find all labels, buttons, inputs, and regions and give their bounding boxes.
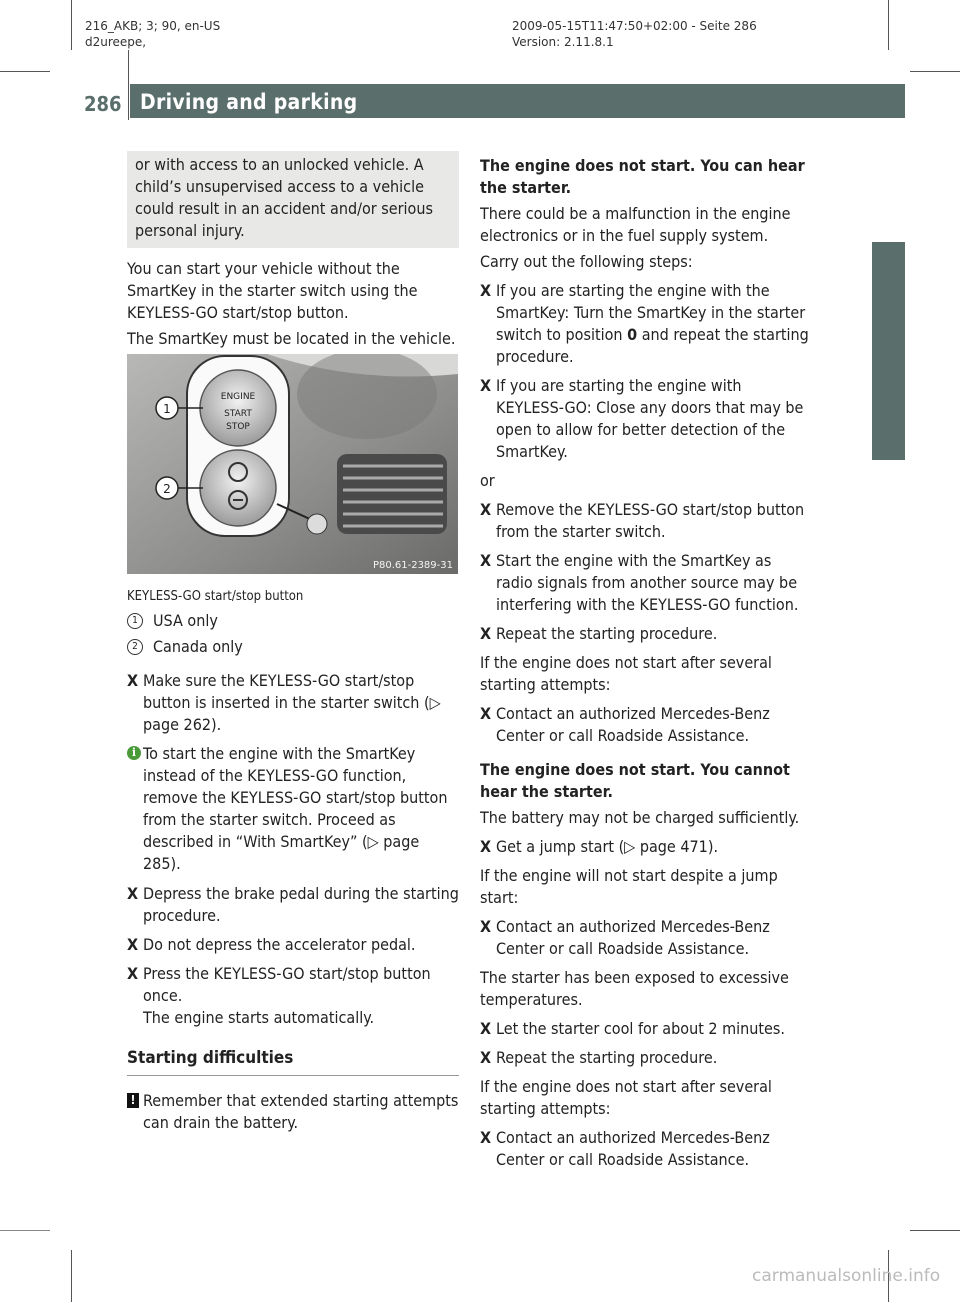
step-text: Do not depress the accelerator pedal.: [143, 935, 416, 954]
step-item: [480, 550, 812, 616]
info-icon: i: [127, 746, 141, 760]
keyless-go-illustration: [127, 354, 458, 574]
legend-number: 2: [127, 639, 143, 655]
btn-stop-label: STOP: [226, 422, 250, 432]
left-column: [127, 157, 459, 1134]
callout-1-label: 1: [163, 402, 171, 416]
step-marker-icon: X: [480, 551, 492, 570]
step-marker-icon: X: [480, 376, 492, 395]
step-item: [480, 916, 812, 960]
step-item: [480, 499, 812, 543]
paragraph: If the engine does not start after several starting attempts:: [480, 1077, 772, 1118]
footer-rule: [0, 1230, 50, 1231]
step-item: [480, 280, 812, 368]
step-item: [127, 963, 459, 1029]
step-marker-icon: X: [480, 1128, 492, 1147]
btn-start-label: START: [224, 409, 252, 419]
print-meta-right-2: Version: 2.11.8.1: [512, 35, 614, 49]
air-vent: [337, 454, 447, 534]
print-meta-right-1: 2009-05-15T11:47:50+02:00 - Seite 286: [512, 19, 757, 33]
side-tab-label: Controls in detail: [875, 274, 899, 458]
step-marker-icon: X: [480, 281, 492, 300]
paragraph: The starter has been exposed to excessive temperatures.: [480, 968, 789, 1009]
figure-caption: KEYLESS-GO start/stop button: [127, 589, 304, 604]
legend-item: [127, 610, 459, 632]
smartkey-note: The SmartKey must be located in the vehicle.: [127, 329, 456, 348]
step-item: [480, 1127, 812, 1171]
step-marker-icon: X: [480, 704, 492, 723]
right-column: [480, 155, 812, 1178]
step-item: [480, 623, 812, 645]
warning-text: or with access to an unlocked vehicle. A child’s unsupervised access to a vehicle could result in an accident and/or serious personal injury.: [135, 155, 433, 240]
step-text: Let the starter cool for about 2 minutes.: [496, 1019, 785, 1038]
caution-note: [127, 1090, 459, 1134]
keyless-go-figure: [127, 354, 458, 574]
step-text: If you are starting the engine with KEYLESS-GO: Close any doors that may be open to allow for better detection of the SmartKey.: [496, 376, 804, 461]
step-marker-icon: X: [480, 837, 492, 856]
crop-mark: [71, 1250, 72, 1302]
step-text: Contact an authorized Mercedes-Benz Center or call Roadside Assistance.: [496, 1128, 770, 1169]
step-marker-icon: X: [127, 671, 139, 690]
step-text: Remove the KEYLESS-GO start/stop button from the starter switch.: [496, 500, 805, 541]
legend-text: USA only: [153, 611, 218, 630]
step-item: [480, 703, 812, 747]
step-marker-icon: X: [480, 500, 492, 519]
step-item: [127, 883, 459, 927]
step-result: The engine starts automatically.: [143, 1008, 375, 1027]
step-marker-icon: X: [480, 624, 492, 643]
info-note: [127, 743, 459, 875]
step-item: [127, 670, 459, 736]
step-item: [480, 1018, 812, 1040]
section-heading: Starting difficulties: [127, 1047, 459, 1076]
position-zero: 0: [627, 325, 638, 344]
legend-text: Canada only: [153, 637, 243, 656]
callout-2-label: 2: [163, 482, 171, 496]
step-text: Repeat the starting procedure.: [496, 1048, 718, 1067]
step-item: [480, 1047, 812, 1069]
info-text: To start the engine with the SmartKey instead of the KEYLESS-GO function, remove the KEYLESS-GO start/stop button from the starter switch. Proceed as described in “With SmartKey” (▷ page 285).: [143, 744, 448, 873]
step-text: Make sure the KEYLESS-GO start/stop button is inserted in the starter switch (▷ page 262).: [143, 671, 441, 734]
btn-engine-label: ENGINE: [220, 392, 256, 402]
step-item: [480, 375, 812, 463]
figure-code: P80.61-2389-31: [372, 560, 453, 571]
step-text: Repeat the starting procedure.: [496, 624, 718, 643]
print-meta-left-2: d2ureepe,: [85, 35, 147, 49]
crop-mark: [0, 71, 50, 72]
legend-item: [127, 636, 459, 658]
step-text: Press the KEYLESS-GO start/stop button once.: [143, 964, 431, 1005]
or-text: or: [480, 471, 495, 490]
exclamation-icon: !: [127, 1093, 139, 1108]
legend-number: 1: [127, 613, 143, 629]
page-number: 286: [84, 92, 122, 116]
step-text: Depress the brake pedal during the starting procedure.: [143, 884, 459, 925]
page-title: Driving and parking: [140, 90, 358, 114]
step-marker-icon: X: [480, 1019, 492, 1038]
paragraph: There could be a malfunction in the engine electronics or in the fuel supply system.: [480, 204, 791, 245]
step-text: Start the engine with the SmartKey as radio signals from another source may be interfering with the KEYLESS-GO function.: [496, 551, 799, 614]
header-divider: [128, 50, 129, 120]
step-text: If you are starting the engine with the SmartKey: Turn the SmartKey in the starter switch to position: [496, 281, 806, 344]
switch-panel: [187, 356, 289, 536]
paragraph: The battery may not be charged sufficiently.: [480, 808, 800, 827]
step-marker-icon: X: [480, 917, 492, 936]
paragraph: Carry out the following steps:: [480, 252, 693, 271]
step-text: Get a jump start (▷ page 471).: [496, 837, 719, 856]
warning-box: [127, 151, 459, 248]
step-item: [127, 934, 459, 956]
crop-mark: [910, 71, 960, 72]
step-text: and repeat the starting procedure.: [496, 325, 809, 366]
intro-paragraph: You can start your vehicle without the SmartKey in the starter switch using the KEYLESS-GO start/stop button.: [127, 259, 418, 322]
watermark: carmanualsonline.info: [752, 1266, 941, 1286]
step-text: Contact an authorized Mercedes-Benz Center or call Roadside Assistance.: [496, 917, 770, 958]
step-marker-icon: X: [480, 1048, 492, 1067]
crop-mark: [888, 0, 889, 50]
caution-text: Remember that extended starting attempts can drain the battery.: [143, 1091, 459, 1132]
step-marker-icon: X: [127, 964, 139, 983]
crop-mark: [71, 0, 72, 50]
crop-mark: [910, 1230, 960, 1231]
step-text: Contact an authorized Mercedes-Benz Center or call Roadside Assistance.: [496, 704, 770, 745]
subheading: The engine does not start. You can hear the starter.: [480, 156, 805, 197]
paragraph: If the engine does not start after several starting attempts:: [480, 653, 772, 694]
subheading: The engine does not start. You cannot hear the starter.: [480, 760, 790, 801]
step-marker-icon: X: [127, 884, 139, 903]
step-item: [480, 836, 812, 858]
print-meta-left-1: 216_AKB; 3; 90, en-US: [85, 19, 221, 33]
paragraph: If the engine will not start despite a jump start:: [480, 866, 778, 907]
step-marker-icon: X: [127, 935, 139, 954]
